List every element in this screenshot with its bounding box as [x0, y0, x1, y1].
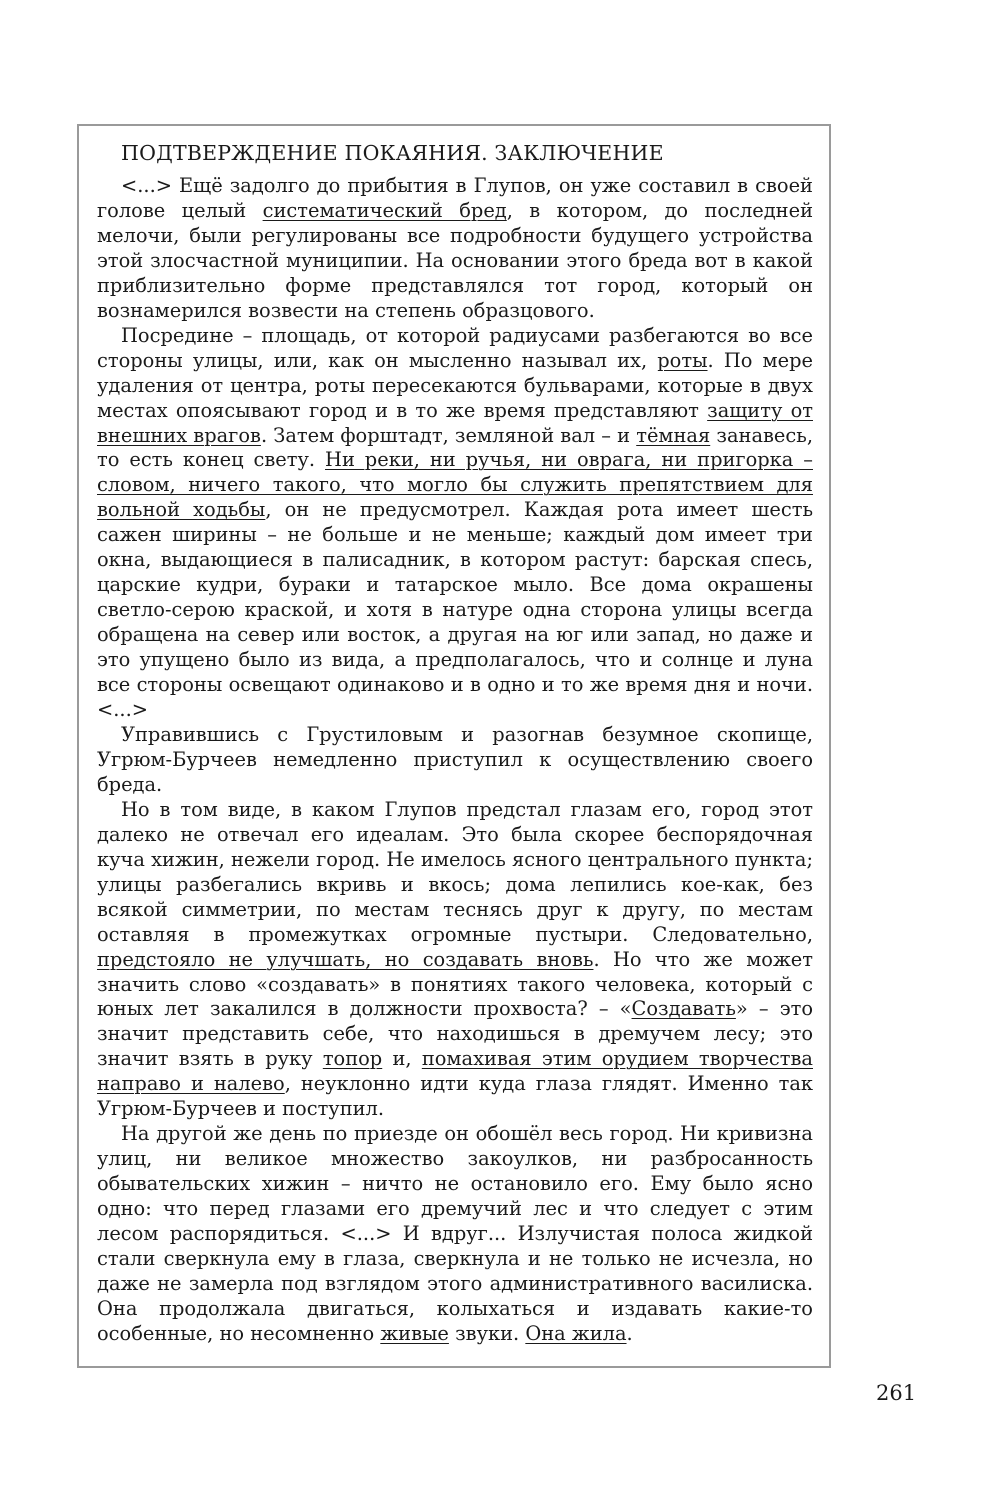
text-run: и,: [382, 1047, 422, 1071]
underlined-phrase: защиту от внешних врагов: [97, 398, 813, 447]
text-run: занавесь, то есть конец свету.: [97, 423, 813, 472]
underlined-phrase: топор: [322, 1047, 383, 1071]
paragraph: [97, 723, 813, 798]
underlined-phrase: Она жила: [525, 1321, 627, 1345]
text-run: , в котором, до последней мелочи, были регулированы все подробности будущего устройства этой злосчастной муниципии. На основании этого бреда вот в какой приблизительно форме представлялся тот город, который он вознамерился возвести на степень образцового.: [97, 198, 813, 322]
text-run: На другой же день по приезде он обошёл весь город. Ни кривизна улиц, ни великое множество закоулков, ни разбросанность обывательских хижин – ничто не остановило его. Ему было ясно одно: что перед глазами его дремучий лес и что следует с этим лесом распорядиться. <...> И вдруг... Излучистая полоса жидкой стали сверкнула ему в глаза, сверкнула и не только не исчезла, но даже не замерла под взглядом этого административного василиска. Она продолжала двигаться, колыхаться и издавать какие-то особенные, но несомненно: [97, 1122, 813, 1345]
text-body: [97, 174, 813, 1347]
text-run: » – это значит представить себе, что находишься в дремучем лесу; это значит взять в руку: [97, 997, 813, 1071]
underlined-phrase: помахивая этим орудием творчества направо и налево: [97, 1047, 813, 1096]
text-run: . Затем форштадт, земляной вал – и: [260, 423, 637, 447]
underlined-phrase: Ни реки, ни ручья, ни оврага, ни пригорка – словом, ничего такого, что могло бы служить препятствием для вольной ходьбы: [97, 448, 813, 522]
paragraph: [97, 798, 813, 1122]
underlined-phrase: живые: [380, 1321, 449, 1345]
text-box: [97, 138, 813, 1347]
underlined-phrase: роты: [657, 348, 708, 372]
text-run: <...> Ещё задолго до прибытия в Глупов, он уже составил в своей голове целый: [97, 174, 813, 222]
underlined-phrase: тёмная: [636, 423, 711, 447]
underlined-phrase: систематический бред: [262, 198, 507, 222]
text-run: Но в том виде, в каком Глупов предстал глазам его, город этот далеко не отвечал его идеалам. Это была скорее беспорядочная куча хижин, нежели город. Не имелось ясного центрального пункта; улицы разбегались вкривь и вкось; дома лепились кое-как, без всякой симметрии, по местам теснясь друг к другу, по местам оставляя в промежутках огромные пустыри. Следовательно,: [97, 797, 813, 946]
text-run: , он не предусмотрел. Каждая рота имеет шесть сажен ширины – не больше и не меньше; каждый дом имеет три окна, выдающиеся в палисадник, в котором растут: барская спесь, царские кудри, бураки и татарское мыло. Все дома окрашены светло-серою краской, и хотя в натуре одна сторона улицы всегда обращена на север или восток, а другая на юг или запад, но даже и это упущено было из вида, а предполагалось, что и солнце и луна все стороны освещают одинаково и в одно и то же время дня и ночи. <...>: [97, 498, 813, 722]
underlined-phrase: предстояло не улучшать, но создавать вновь: [97, 947, 594, 971]
text-run: . Но что же может значить слово «создавать» в понятиях такого человека, который с юных лет закалился в должности прохвоста? – «: [97, 947, 813, 1021]
text-run: Управившись с Грустиловым и разогнав безумное скопище, Угрюм-Бурчеев немедленно приступил к осуществлению своего бреда.: [97, 722, 813, 796]
paragraph: [97, 174, 813, 324]
paragraph: [97, 1122, 813, 1347]
text-run: Посредине – площадь, от которой радиусами разбегаются во все стороны улицы, или, как он мысленно называл их,: [97, 323, 813, 372]
page-number: 261: [876, 1381, 917, 1405]
text-run: , неуклонно идти куда глаза глядят. Именно так Угрюм-Бурчеев и поступил.: [97, 1072, 814, 1121]
underlined-phrase: Создавать: [631, 997, 736, 1021]
text-run: .: [626, 1321, 633, 1345]
section-title: ПОДТВЕРЖДЕНИЕ ПОКАЯНИЯ. ЗАКЛЮЧЕНИЕ: [121, 141, 664, 165]
paragraph: [97, 324, 813, 723]
text-run: . По мере удаления от центра, роты пересекаются бульварами, которые в двух местах опоясывают город и в то же время представляют: [97, 348, 813, 422]
text-run: звуки.: [448, 1321, 526, 1345]
